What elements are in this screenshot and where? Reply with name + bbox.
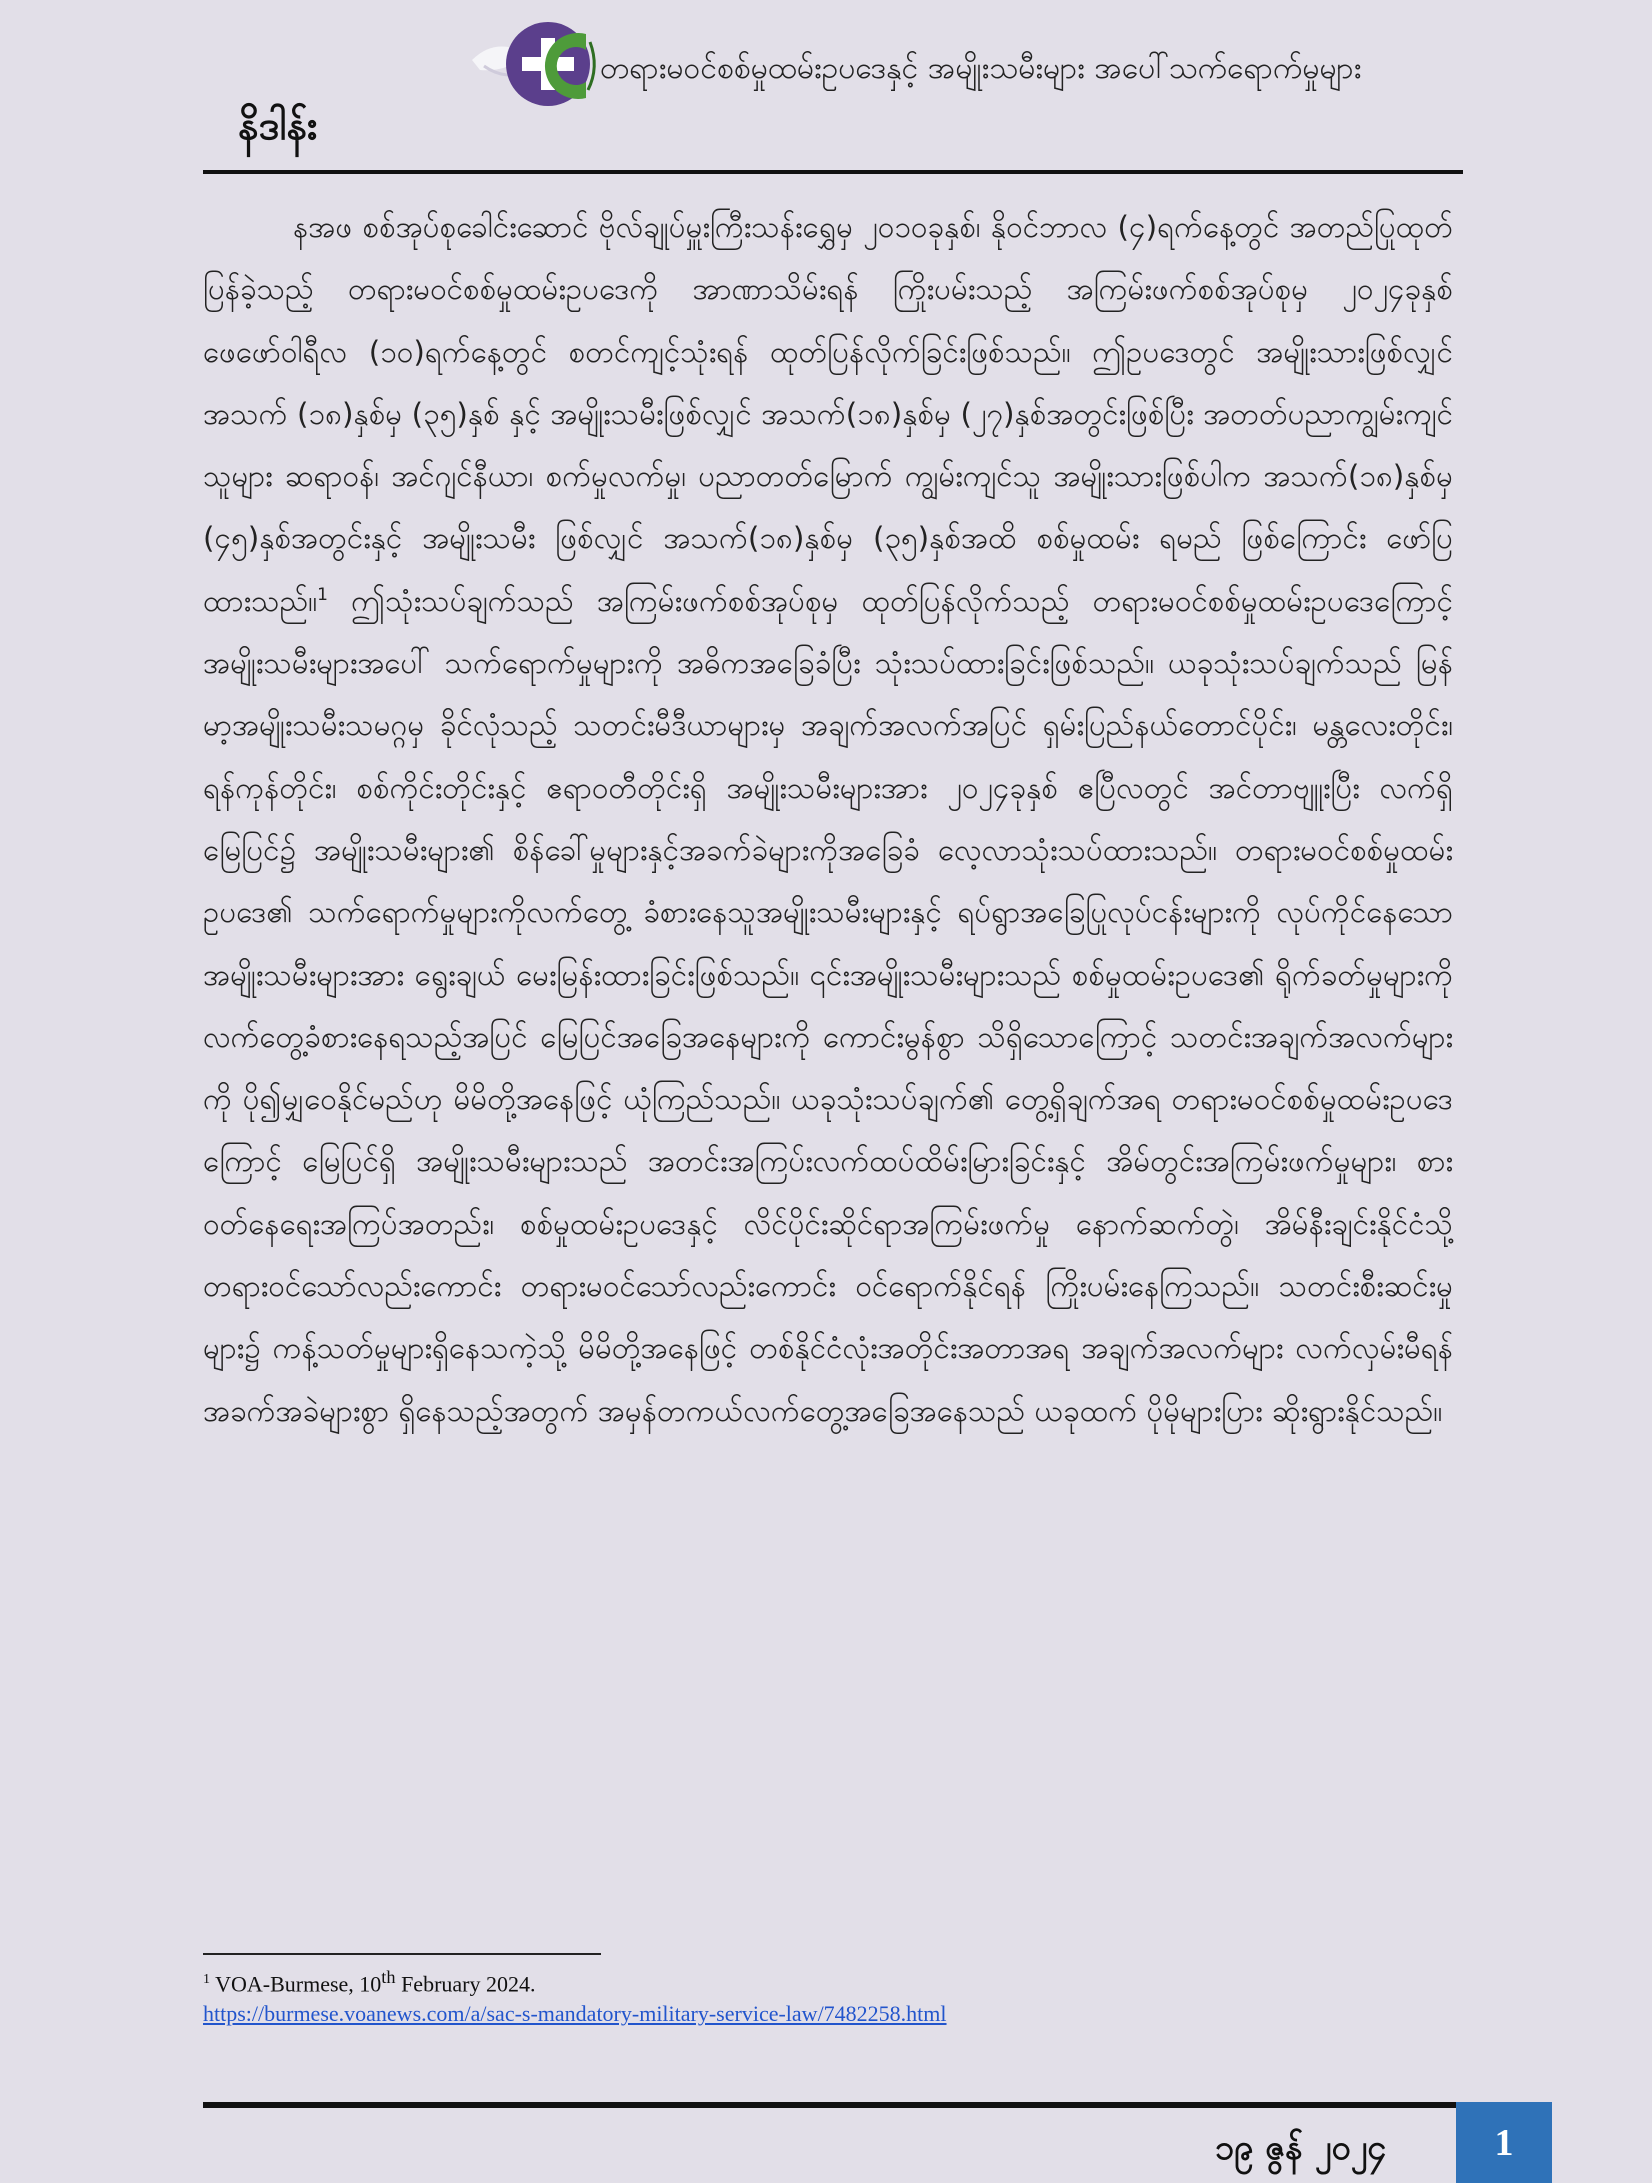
footnote-link[interactable]: https://burmese.voanews.com/a/sac-s-mandatory-military-service-law/7482258.html <box>203 2001 947 2027</box>
title-divider <box>203 170 1463 174</box>
footnote-divider <box>203 1953 601 1955</box>
section-title: နိဒါန်း <box>238 103 318 149</box>
body-paragraph <box>203 196 1453 1442</box>
footer-divider <box>203 2102 1456 2108</box>
footnote-reference[interactable]: 1 <box>317 584 328 605</box>
page-number: 1 <box>1494 2121 1514 2164</box>
footer-date: ၁၉ ဇွန် ၂၀၂၄ <box>1215 2128 1387 2168</box>
header-title: တရားမဝင်စစ်မှုထမ်းဥပဒေနှင့် အမျိုးသမီးများ အပေါ်သက်ရောက်မှုများ <box>600 51 1362 86</box>
footnote <box>203 1962 1303 2029</box>
footnote-source-sup: th <box>381 1967 396 1987</box>
page-header <box>470 18 1470 113</box>
page-number-badge <box>1456 2102 1552 2183</box>
body-text-part1: နအဖ စစ်အုပ်စုခေါင်းဆောင် ဗိုလ်ချုပ်မှူးကြီးသန်းရွှေမှ ၂၀၁၀ခုနှစ်၊ နိုဝင်ဘာလ (၄)ရက်နေ့တွင် အတည်ပြုထုတ်ပြန်ခဲ့သည့် တရားမဝင်စစ်မှုထမ်းဥပဒေကို အာဏာသိမ်းရန် ကြိုးပမ်းသည့် အကြမ်းဖက်စစ်အုပ်စုမှ ၂၀၂၄ခုနှစ် ဖေဖော်ဝါရီလ (၁၀)ရက်နေ့တွင် စတင်ကျင့်သုံးရန် ထုတ်ပြန်လိုက်ခြင်းဖြစ်သည်။ ဤဥပဒေတွင် အမျိုးသားဖြစ်လျှင် အသက် (၁၈)နှစ်မှ (၃၅)နှစ် နှင့် အမျိုးသမီးဖြစ်လျှင် အသက်(၁၈)နှစ်မှ (၂၇)နှစ်အတွင်းဖြစ်ပြီး အတတ်ပညာကျွမ်းကျင်သူများ ဆရာဝန်၊ အင်ဂျင်နီယာ၊ စက်မှုလက်မှု၊ ပညာတတ်မြောက် ကျွမ်းကျင်သူ အမျိုးသားဖြစ်ပါက အသက်(၁၈)နှစ်မှ (၄၅)နှစ်အတွင်းနှင့် အမျိုးသမီး ဖြစ်လျှင် အသက်(၁၈)နှစ်မှ (၃၅)နှစ်အထိ စစ်မှုထမ်း ရမည် ဖြစ်ကြောင်း ဖော်ပြထားသည်။ <box>203 210 1453 618</box>
footnote-source-suffix: February 2024. <box>395 1971 536 1997</box>
footnote-number: 1 <box>203 1972 210 1987</box>
body-text-part2: ဤသုံးသပ်ချက်သည် အကြမ်းဖက်စစ်အုပ်စုမှ ထုတ်ပြန်လိုက်သည့် တရားမဝင်စစ်မှုထမ်းဥပဒေကြောင့် အမျိုးသမီးများအပေါ် သက်ရောက်မှုများကို အဓိကအခြေခံပြီး သုံးသပ်ထားခြင်းဖြစ်သည်။ ယခုသုံးသပ်ချက်သည် မြန်မာ့အမျိုးသမီးသမဂ္ဂမှ ခိုင်လုံသည့် သတင်းမီဒီယာများမှ အချက်အလက်အပြင် ရှမ်းပြည်နယ်တောင်ပိုင်း၊ မန္တလေးတိုင်း၊ ရန်ကုန်တိုင်း၊ စစ်ကိုင်းတိုင်းနှင့် ဧရာဝတီတိုင်းရှိ အမျိုးသမီးများအား ၂၀၂၄ခုနှစ် ဧပြီလတွင် အင်တာဗျူးပြီး လက်ရှိမြေပြင်၌ အမျိုးသမီးများ၏ စိန်ခေါ်မှုများနှင့်အခက်ခဲများကိုအခြေခံ လေ့လာသုံးသပ်ထားသည်။ တရားမဝင်စစ်မှုထမ်းဥပဒေ၏ သက်ရောက်မှုများကိုလက်တွေ့ ခံစားနေသူအမျိုးသမီးများနှင့် ရပ်ရွာအခြေပြုလုပ်ငန်းများကို လုပ်ကိုင်နေသော အမျိုးသမီးများအား ရွေးချယ် မေးမြန်းထားခြင်းဖြစ်သည်။ ၎င်းအမျိုးသမီးများသည် စစ်မှုထမ်းဥပဒေ၏ ရိုက်ခတ်မှုများကို လက်တွေ့ခံစားနေရသည့်အပြင် မြေပြင်အခြေအနေများကို ကောင်းမွန်စွာ သိရှိသောကြောင့် သတင်းအချက်အလက်များကို ပို၍မျှဝေနိုင်မည်ဟု မိမိတို့အနေဖြင့် ယုံကြည်သည်။ ယခုသုံးသပ်ချက်၏ တွေ့ရှိချက်အရ တရားမဝင်စစ်မှုထမ်းဥပဒေကြောင့် မြေပြင်ရှိ အမျိုးသမီးများသည် အတင်းအကြပ်းလက်ထပ်ထိမ်းမြားခြင်းနှင့် အိမ်တွင်းအကြမ်းဖက်မှုများ၊ စားဝတ်နေရေးအကြပ်အတည်း၊ စစ်မှုထမ်းဥပဒေနှင့် လိင်ပိုင်းဆိုင်ရာအကြမ်းဖက်မှု နောက်ဆက်တွဲ၊ အိမ်နီးချင်းနိုင်ငံသို့ တရားဝင်သော်လည်းကောင်း တရားမဝင်သော်လည်းကောင်း ဝင်ရောက်နိုင်ရန် ကြိုးပမ်းနေကြသည်။ သတင်းစီးဆင်းမှုများ၌ ကန့်သတ်မှုများရှိနေသကဲ့သို့ မိမိတို့အနေဖြင့် တစ်နိုင်ငံလုံးအတိုင်းအတာအရ အချက်အလက်များ လက်လှမ်းမီရန် အခက်အခဲများစွာ ရှိနေသည့်အတွက် အမှန်တကယ်လက်တွေ့အခြေအနေသည် ယခုထက် ပိုမိုများပြား ဆိုးရွားနိုင်သည်။ <box>203 583 1453 1428</box>
organization-logo-icon <box>470 18 610 113</box>
footnote-source-prefix: VOA-Burmese, 10 <box>210 1971 382 1997</box>
